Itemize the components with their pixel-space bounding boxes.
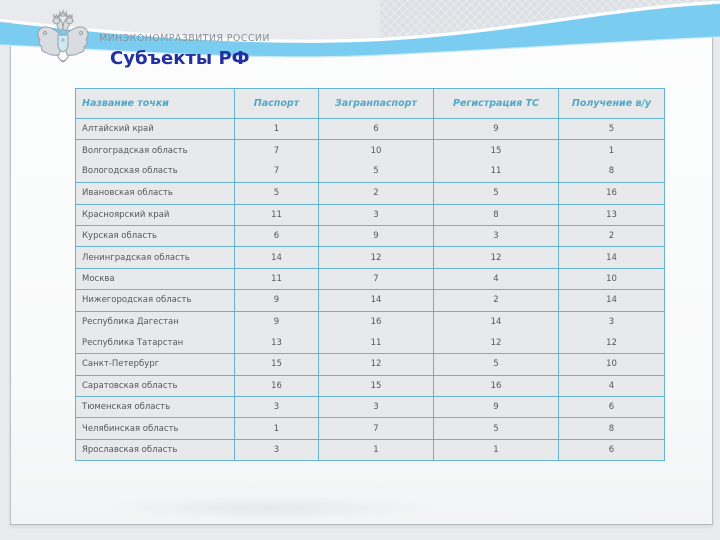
table-row <box>76 353 664 374</box>
value-cell: 1 <box>235 118 319 139</box>
value-cell: 4 <box>434 268 559 289</box>
value-cell: 3 <box>434 225 559 246</box>
value-cell: 3 <box>559 311 664 332</box>
column-header: Регистрация ТС <box>434 89 559 118</box>
column-header: Получение в/у <box>559 89 664 118</box>
value-cell: 6 <box>559 439 664 460</box>
value-cell: 10 <box>559 268 664 289</box>
column-header: Загранпаспорт <box>319 89 434 118</box>
value-cell: 13 <box>559 204 664 225</box>
table-row <box>76 204 664 225</box>
slide-bottom-shadow <box>101 495 441 521</box>
value-cell: 14 <box>319 289 434 310</box>
region-name-cell: Ленинградская область <box>76 246 235 267</box>
coat-of-arms-icon <box>33 9 93 69</box>
region-name-cell: Ивановская область <box>76 182 235 203</box>
value-cell: 8 <box>559 161 664 182</box>
region-name-cell: Алтайский край <box>76 118 235 139</box>
value-cell: 5 <box>434 353 559 374</box>
value-cell: 3 <box>235 439 319 460</box>
value-cell: 16 <box>319 311 434 332</box>
region-name-cell: Нижегородская область <box>76 289 235 310</box>
value-cell: 2 <box>559 225 664 246</box>
table-header-row <box>76 89 664 118</box>
region-name-cell: Вологодская область <box>76 161 235 182</box>
value-cell: 4 <box>559 375 664 396</box>
value-cell: 3 <box>319 396 434 417</box>
value-cell: 11 <box>434 161 559 182</box>
column-header: Паспорт <box>235 89 319 118</box>
value-cell: 8 <box>434 204 559 225</box>
table-body <box>76 118 664 460</box>
table-row <box>76 332 664 353</box>
value-cell: 14 <box>559 246 664 267</box>
value-cell: 10 <box>559 353 664 374</box>
value-cell: 14 <box>434 311 559 332</box>
table-row <box>76 118 664 139</box>
value-cell: 7 <box>319 268 434 289</box>
table-row <box>76 417 664 438</box>
table-header <box>76 89 664 118</box>
regions-table <box>75 88 665 461</box>
region-name-cell: Республика Дагестан <box>76 311 235 332</box>
value-cell: 6 <box>235 225 319 246</box>
value-cell: 3 <box>319 204 434 225</box>
value-cell: 7 <box>235 161 319 182</box>
value-cell: 9 <box>235 311 319 332</box>
value-cell: 1 <box>235 417 319 438</box>
value-cell: 15 <box>319 375 434 396</box>
value-cell: 1 <box>434 439 559 460</box>
region-name-cell: Тюменская область <box>76 396 235 417</box>
table-row <box>76 289 664 310</box>
region-name-cell: Челябинская область <box>76 417 235 438</box>
value-cell: 7 <box>235 139 319 160</box>
value-cell: 5 <box>434 182 559 203</box>
value-cell: 12 <box>434 332 559 353</box>
value-cell: 11 <box>319 332 434 353</box>
value-cell: 1 <box>559 139 664 160</box>
table-row <box>76 268 664 289</box>
value-cell: 12 <box>559 332 664 353</box>
value-cell: 5 <box>319 161 434 182</box>
table-row <box>76 311 664 332</box>
table-row <box>76 225 664 246</box>
value-cell: 3 <box>235 396 319 417</box>
value-cell: 9 <box>434 118 559 139</box>
value-cell: 9 <box>319 225 434 246</box>
value-cell: 5 <box>559 118 664 139</box>
value-cell: 14 <box>559 289 664 310</box>
column-header: Название точки <box>76 89 235 118</box>
value-cell: 10 <box>319 139 434 160</box>
table-row <box>76 161 664 182</box>
region-name-cell: Санкт-Петербург <box>76 353 235 374</box>
value-cell: 16 <box>235 375 319 396</box>
value-cell: 15 <box>235 353 319 374</box>
value-cell: 2 <box>319 182 434 203</box>
value-cell: 9 <box>434 396 559 417</box>
value-cell: 14 <box>235 246 319 267</box>
value-cell: 6 <box>319 118 434 139</box>
table-row <box>76 139 664 160</box>
value-cell: 13 <box>235 332 319 353</box>
value-cell: 9 <box>235 289 319 310</box>
table-row <box>76 375 664 396</box>
value-cell: 12 <box>319 353 434 374</box>
value-cell: 6 <box>559 396 664 417</box>
value-cell: 16 <box>559 182 664 203</box>
value-cell: 12 <box>319 246 434 267</box>
table-row <box>76 182 664 203</box>
region-name-cell: Республика Татарстан <box>76 332 235 353</box>
region-name-cell: Волгоградская область <box>76 139 235 160</box>
table-row <box>76 439 664 460</box>
region-name-cell: Курская область <box>76 225 235 246</box>
region-name-cell: Саратовская область <box>76 375 235 396</box>
value-cell: 8 <box>559 417 664 438</box>
table-row <box>76 246 664 267</box>
value-cell: 12 <box>434 246 559 267</box>
table-row <box>76 396 664 417</box>
value-cell: 7 <box>319 417 434 438</box>
value-cell: 11 <box>235 204 319 225</box>
slide-title: Субъекты РФ <box>110 48 250 69</box>
region-name-cell: Москва <box>76 268 235 289</box>
value-cell: 1 <box>319 439 434 460</box>
value-cell: 15 <box>434 139 559 160</box>
value-cell: 5 <box>235 182 319 203</box>
region-name-cell: Ярославская область <box>76 439 235 460</box>
value-cell: 11 <box>235 268 319 289</box>
value-cell: 5 <box>434 417 559 438</box>
value-cell: 2 <box>434 289 559 310</box>
ministry-label: МИНЭКОНОМРАЗВИТИЯ РОССИИ <box>99 33 270 44</box>
value-cell: 16 <box>434 375 559 396</box>
region-name-cell: Красноярский край <box>76 204 235 225</box>
